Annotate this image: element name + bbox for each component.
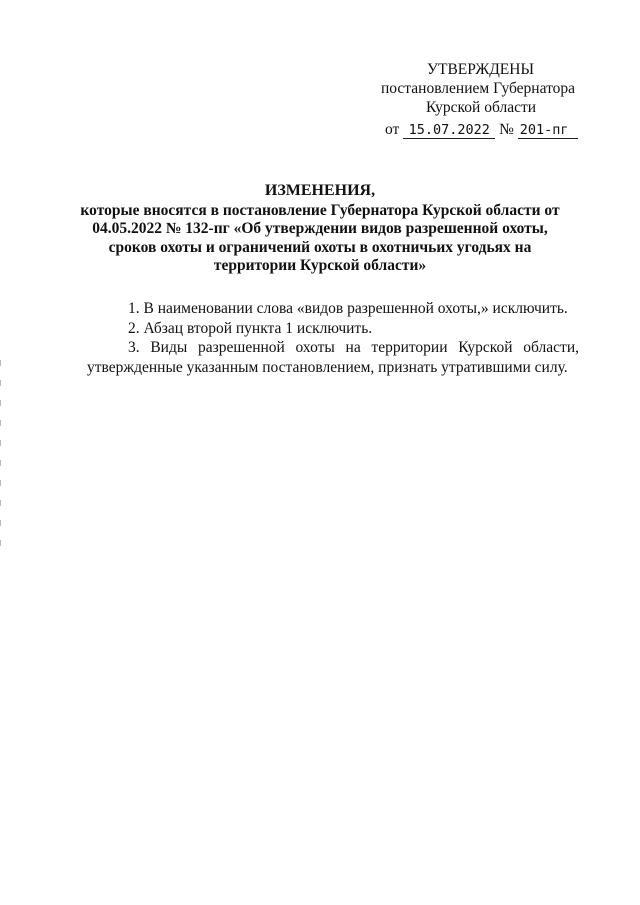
approval-stamp xyxy=(370,60,590,139)
number-sign: № xyxy=(499,121,514,138)
item-2: 2. Абзац второй пункта 1 исключить. xyxy=(128,319,373,337)
title-line-3: сроков охоты и ограничений охоты в охотничьих угодьях на xyxy=(108,238,532,256)
document-body xyxy=(87,299,579,338)
approval-region: Курской области xyxy=(426,99,537,116)
approval-number: 201-пг xyxy=(518,122,578,139)
item-3-line-2: утвержденные указанным постановлением, признать утратившими силу. xyxy=(87,358,568,376)
document-title xyxy=(60,182,580,276)
approval-authority: постановлением Губернатора xyxy=(381,80,576,97)
from-label: от xyxy=(385,121,400,138)
item-3 xyxy=(87,338,579,377)
scan-edge-marks xyxy=(0,360,3,760)
item-1: 1. В наименовании слова «видов разрешенной охоты,» исключить. xyxy=(128,300,568,317)
item-3-line-1: 3. Виды разрешенной охоты на территории Курской области, xyxy=(128,339,579,356)
title-line-2: 04.05.2022 № 132-пг «Об утверждении видов разрешенной охоты, xyxy=(92,220,548,237)
title-line-1: которые вносятся в постановление Губернатора Курской области от xyxy=(80,201,560,219)
approval-date: 15.07.2022 xyxy=(403,122,495,139)
approval-heading: УТВЕРЖДЕНЫ xyxy=(427,61,534,78)
title-heading: ИЗМЕНЕНИЯ, xyxy=(264,182,376,199)
title-line-4: территории Курской области» xyxy=(213,257,427,274)
approval-date-number xyxy=(370,120,590,139)
